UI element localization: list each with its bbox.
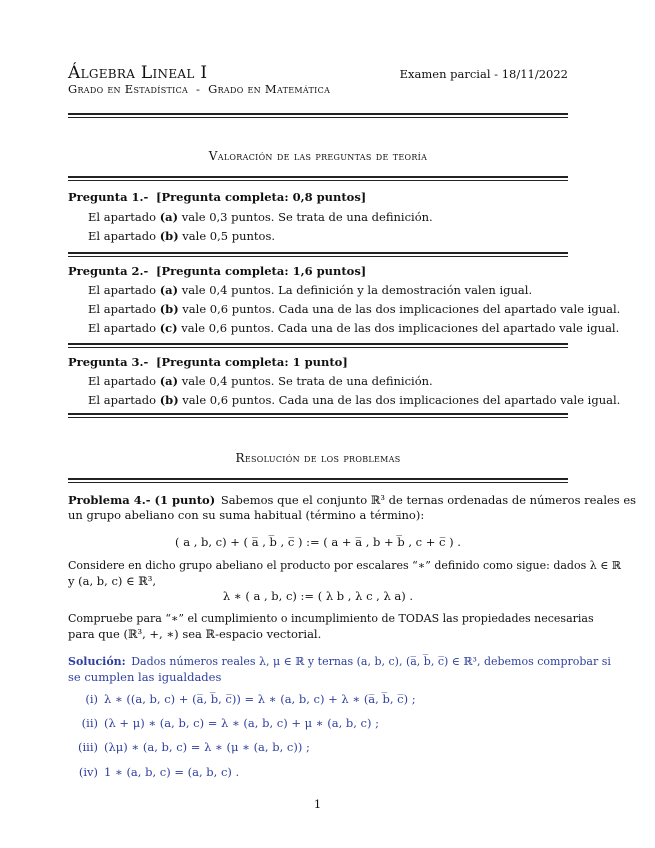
question-2-label: Pregunta 2.- bbox=[68, 264, 149, 278]
equation-number: (ii) bbox=[81, 716, 98, 730]
item-part: (b) bbox=[159, 302, 179, 316]
question-3-item-b bbox=[88, 393, 621, 407]
q1-rule-thick bbox=[68, 252, 568, 254]
question-1-label: Pregunta 1.- bbox=[68, 190, 149, 204]
theory-rule-thick bbox=[68, 176, 568, 178]
equation-i bbox=[68, 692, 568, 706]
item-part: (a) bbox=[159, 283, 179, 297]
equation-iii bbox=[68, 740, 568, 754]
item-text: vale 0,3 puntos. Se trata de una definición. bbox=[178, 210, 433, 224]
item-part: (b) bbox=[159, 393, 179, 407]
item-text: El apartado bbox=[88, 374, 160, 388]
equation-text: (λμ) ∗ (a, b, c) = λ ∗ (μ ∗ (a, b, c)) ; bbox=[104, 740, 310, 754]
equation-text: λ ∗ ((a, b, c) + (a̅, b̅, c̅)) = λ ∗ (a, b, c) + λ ∗ (a̅, b̅, c̅) ; bbox=[104, 692, 416, 706]
course-title: Álgebra Lineal I bbox=[68, 63, 208, 83]
theory-rule-thin bbox=[68, 180, 568, 181]
solution-line-1 bbox=[68, 655, 611, 669]
sum-formula: ( a , b, c) + ( a̅ , b̅ , c̅ ) := ( a + a̅ , b + b̅ , c + c̅ ) . bbox=[175, 535, 461, 549]
q1-rule-thin bbox=[68, 256, 568, 257]
problems-rule-thick bbox=[68, 478, 568, 480]
check-line-2: para que (ℝ³, +, ∗) sea ℝ-espacio vectorial. bbox=[68, 627, 322, 641]
question-3-label: Pregunta 3.- bbox=[68, 355, 149, 369]
item-part: (a) bbox=[159, 374, 179, 388]
header-rule-thick bbox=[68, 113, 568, 115]
q2-rule-thin bbox=[68, 347, 568, 348]
question-1-item-a bbox=[88, 210, 568, 224]
item-text: vale 0,6 puntos. Cada una de las dos implicaciones del apartado vale igual. bbox=[178, 393, 621, 407]
consider-line-1: Considere en dicho grupo abeliano el producto por escalares “∗” definido como sigue: dados λ ∈ ℝ bbox=[68, 559, 621, 572]
problem-4-label: Problema 4.- (1 punto) bbox=[68, 493, 216, 507]
degrees-line: Grado en Estadística - Grado en Matemática bbox=[68, 82, 331, 96]
question-2-item-a bbox=[88, 283, 568, 297]
problem-4-intro-2: un grupo abeliano con su suma habitual (término a término): bbox=[68, 508, 425, 522]
consider-line-2: y (a, b, c) ∈ ℝ³, bbox=[68, 574, 157, 588]
equation-number: (iv) bbox=[78, 765, 98, 779]
product-formula: λ ∗ ( a , b, c) := ( λ b , λ c , λ a) . bbox=[222, 589, 414, 603]
question-2-item-c bbox=[88, 321, 620, 335]
equation-text: (λ + μ) ∗ (a, b, c) = λ ∗ (a, b, c) + μ ∗ (a, b, c) ; bbox=[104, 716, 380, 730]
equation-number: (i) bbox=[85, 692, 98, 706]
equation-number: (iii) bbox=[77, 740, 98, 754]
q3-rule-thin bbox=[68, 417, 568, 418]
item-text: El apartado bbox=[88, 229, 160, 243]
solution-label: Solución: bbox=[68, 655, 126, 668]
item-part: (b) bbox=[159, 229, 179, 243]
q2-rule-thick bbox=[68, 343, 568, 345]
item-text: El apartado bbox=[88, 283, 160, 297]
item-text: vale 0,6 puntos. Cada una de las dos implicaciones del apartado vale igual. bbox=[177, 321, 620, 335]
item-text: vale 0,4 puntos. Se trata de una definición. bbox=[178, 374, 433, 388]
problem-4-intro-text: Sabemos que el conjunto ℝ³ de ternas ordenadas de números reales es bbox=[220, 493, 637, 507]
question-2-heading bbox=[68, 264, 568, 278]
exam-info: Examen parcial - 18/11/2022 bbox=[399, 67, 568, 81]
item-part: (a) bbox=[159, 210, 179, 224]
question-3-item-a bbox=[88, 374, 568, 388]
problems-rule-thin bbox=[68, 482, 568, 483]
equation-iv bbox=[68, 765, 568, 779]
question-2-item-b bbox=[88, 302, 621, 316]
equation-text: 1 ∗ (a, b, c) = (a, b, c) . bbox=[104, 765, 240, 779]
item-text: El apartado bbox=[88, 393, 160, 407]
question-3-score: [Pregunta completa: 1 punto] bbox=[156, 355, 348, 369]
equation-ii bbox=[68, 716, 568, 730]
item-text: vale 0,5 puntos. bbox=[178, 229, 276, 243]
page-number: 1 bbox=[313, 797, 322, 811]
q3-rule-thick bbox=[68, 413, 568, 415]
item-part: (c) bbox=[159, 321, 178, 335]
problems-section-title: Resolución de los problemas bbox=[235, 451, 401, 465]
question-3-heading bbox=[68, 355, 568, 369]
question-2-score: [Pregunta completa: 1,6 puntos] bbox=[156, 264, 367, 278]
problem-4-intro-1 bbox=[68, 493, 637, 507]
question-1-item-b bbox=[88, 229, 568, 243]
check-line-1: Compruebe para “∗” el cumplimiento o incumplimiento de TODAS las propiedades necesarias bbox=[68, 612, 594, 625]
item-text: vale 0,4 puntos. La definición y la demostración valen igual. bbox=[178, 283, 533, 297]
question-1-score: [Pregunta completa: 0,8 puntos] bbox=[156, 190, 367, 204]
header-rule-thin bbox=[68, 117, 568, 118]
theory-section-title: Valoración de las preguntas de teoría bbox=[208, 149, 428, 163]
item-text: El apartado bbox=[88, 302, 160, 316]
question-1-heading bbox=[68, 190, 568, 204]
solution-line-2: se cumplen las igualdades bbox=[68, 670, 222, 684]
item-text: vale 0,6 puntos. Cada una de las dos implicaciones del apartado vale igual. bbox=[178, 302, 621, 316]
solution-text: Dados números reales λ, μ ∈ ℝ y ternas (a, b, c), (a̅, b̅, c̅) ∈ ℝ³, debemos comprobar si bbox=[131, 655, 611, 668]
item-text: El apartado bbox=[88, 210, 160, 224]
item-text: El apartado bbox=[88, 321, 160, 335]
